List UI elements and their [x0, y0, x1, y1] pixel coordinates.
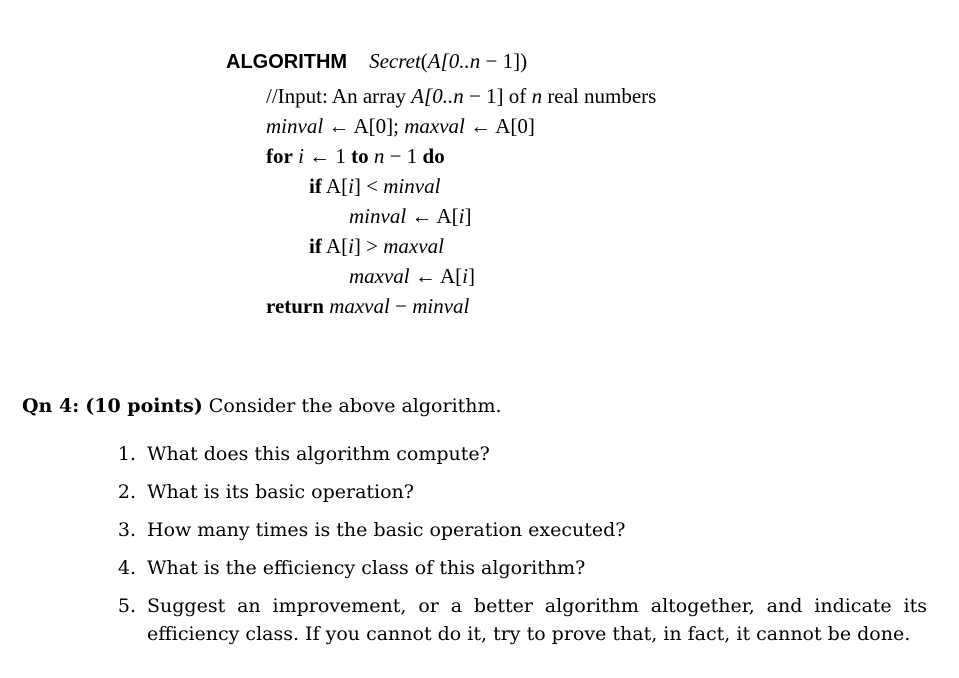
if-max-line: if A[i] > maxval: [309, 234, 444, 258]
input-comment: //Input: An array A[0..n − 1] of n real numbers: [266, 84, 657, 108]
return-line: return maxval − minval: [266, 294, 470, 318]
algorithm-keyword: ALGORITHM: [226, 51, 348, 73]
assign-max-line: maxval ← A[i]: [349, 264, 476, 288]
question-heading: [22, 392, 502, 420]
question-label: Qn 4:: [22, 395, 80, 417]
assign-min-line: minval ← A[i]: [349, 204, 472, 228]
algorithm-header: ALGORITHM Secret(A[0..n − 1]): [226, 49, 528, 73]
if-min-line: if A[i] < minval: [309, 174, 441, 198]
question-points: (10 points): [85, 395, 203, 417]
question-intro: Consider the above algorithm.: [202, 395, 502, 417]
for-line: for i ← 1 to n − 1 do: [266, 144, 445, 168]
init-line: minval ← A[0]; maxval ← A[0]: [266, 114, 535, 138]
